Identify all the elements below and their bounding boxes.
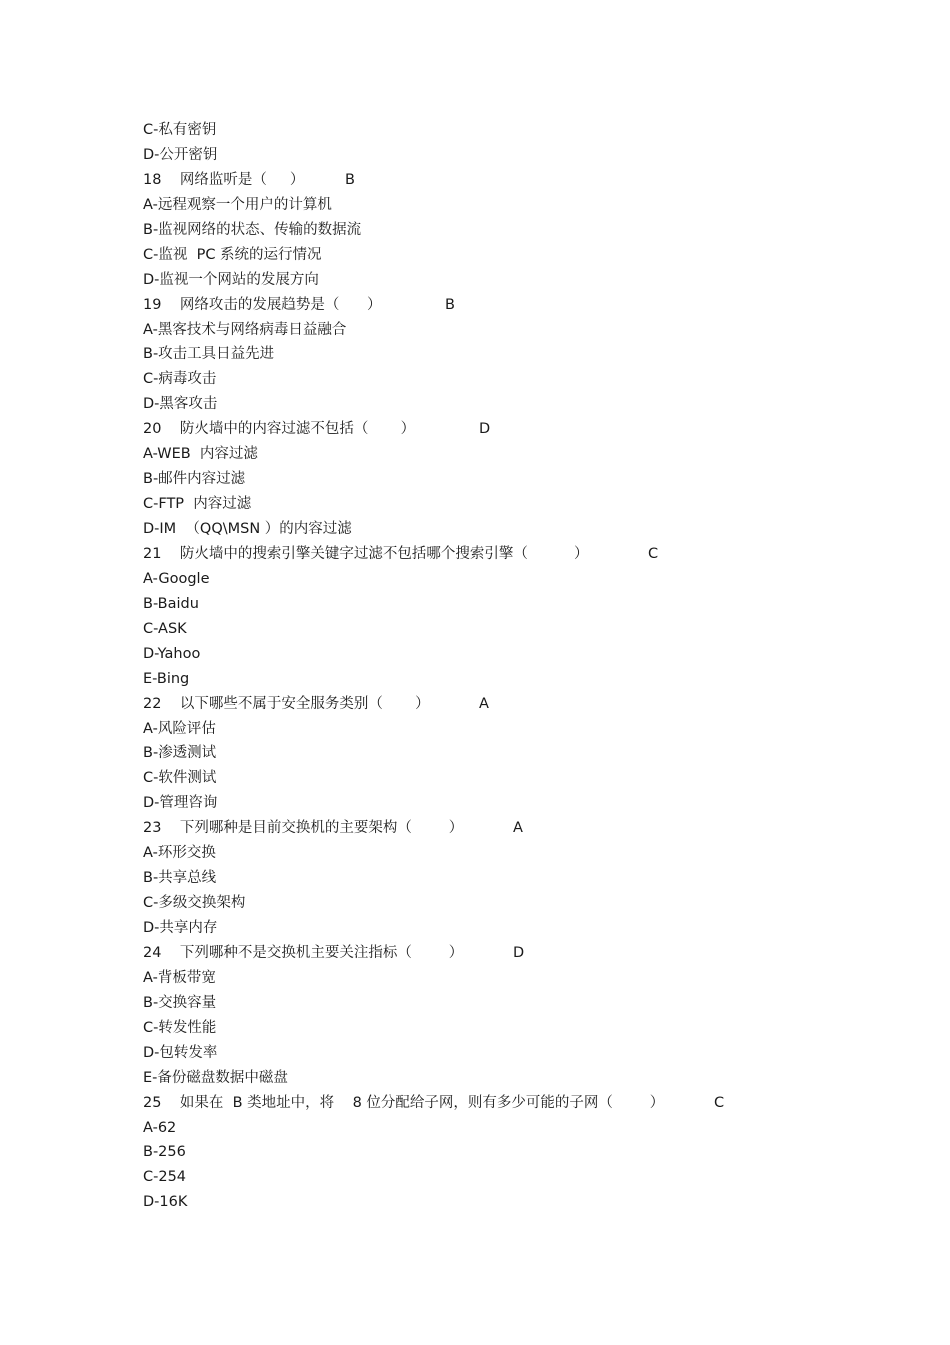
question-list [143,118,903,1215]
question-line [143,692,903,717]
option-line: B-攻击工具日益先进 [143,346,275,363]
option-line: C-软件测试 [143,770,217,787]
option-line: C-FTP 内容过滤 [143,496,252,513]
question-text: 21 防火墙中的搜索引擎关键字过滤不包括哪个搜索引擎（ ） [143,545,589,562]
question-text: 22 以下哪些不属于安全服务类别（ ） [143,695,430,712]
option-line: C-ASK [143,620,187,637]
option-line: D-共享内存 [143,920,218,936]
option-line: D-IM （QQ\MSN ）的内容过滤 [143,521,352,537]
option-line: B-渗透测试 [143,745,217,762]
option-line: D-公开密钥 [143,146,218,163]
option-line: B-邮件内容过滤 [143,471,246,488]
answer-key: A [479,695,489,712]
answer-key: B [345,171,355,188]
option-line: D-监视一个网站的发展方向 [143,271,319,288]
option-line: A-环形交换 [143,845,216,862]
answer-key: D [479,421,491,438]
question-text: 24 下列哪种不是交换机主要关注指标（ ） [143,944,464,961]
question-text: 25 如果在 B 类地址中，将 8 位分配给子网，则有多少可能的子网（ ） [143,1094,665,1111]
option-line: A-WEB 内容过滤 [143,446,258,463]
option-line: A-风险评估 [143,720,216,737]
question-text: 23 下列哪种是目前交换机的主要架构（ ） [143,820,464,837]
option-line: D-包转发率 [143,1044,218,1061]
option-line: A-Google [143,570,210,587]
option-line: D-管理咨询 [143,795,218,812]
option-line: B-共享总线 [143,870,217,887]
question-text: 18 网络监听是（ ） [143,171,305,188]
question-line [143,1091,903,1116]
option-line: D-16K [143,1194,188,1211]
option-line: B-256 [143,1144,186,1161]
answer-key: C [714,1094,725,1111]
answer-key: A [513,820,523,837]
answer-key: D [513,944,525,961]
answer-key: C [648,545,659,562]
question-line [143,417,903,442]
option-line: C-私有密钥 [143,122,217,138]
option-line: D-Yahoo [143,645,201,662]
option-line: C-病毒攻击 [143,371,217,388]
option-line: E-Bing [143,670,190,687]
question-line [143,542,903,567]
question-text: 19 网络攻击的发展趋势是（ ） [143,296,382,313]
option-line: A-62 [143,1119,177,1136]
option-line: A-背板带宽 [143,969,216,986]
question-line [143,941,903,966]
option-line: B-监视网络的状态、传输的数据流 [143,221,362,238]
option-line: D-黑客攻击 [143,396,218,413]
option-line: C-254 [143,1169,187,1186]
question-text: 20 防火墙中的内容过滤不包括（ ） [143,421,416,438]
option-line: A-黑客技术与网络病毒日益融合 [143,321,347,338]
option-line: B-Baidu [143,595,199,612]
option-line: B-交换容量 [143,994,217,1011]
option-line: C-转发性能 [143,1019,217,1036]
option-line: C-多级交换架构 [143,895,246,912]
question-line [143,168,903,193]
answer-key: B [445,296,455,313]
option-line: C-监视 PC 系统的运行情况 [143,246,322,263]
option-line: A-远程观察一个用户的计算机 [143,196,332,213]
question-line [143,816,903,841]
question-line [143,293,903,318]
option-line: E-备份磁盘数据中磁盘 [143,1069,288,1086]
